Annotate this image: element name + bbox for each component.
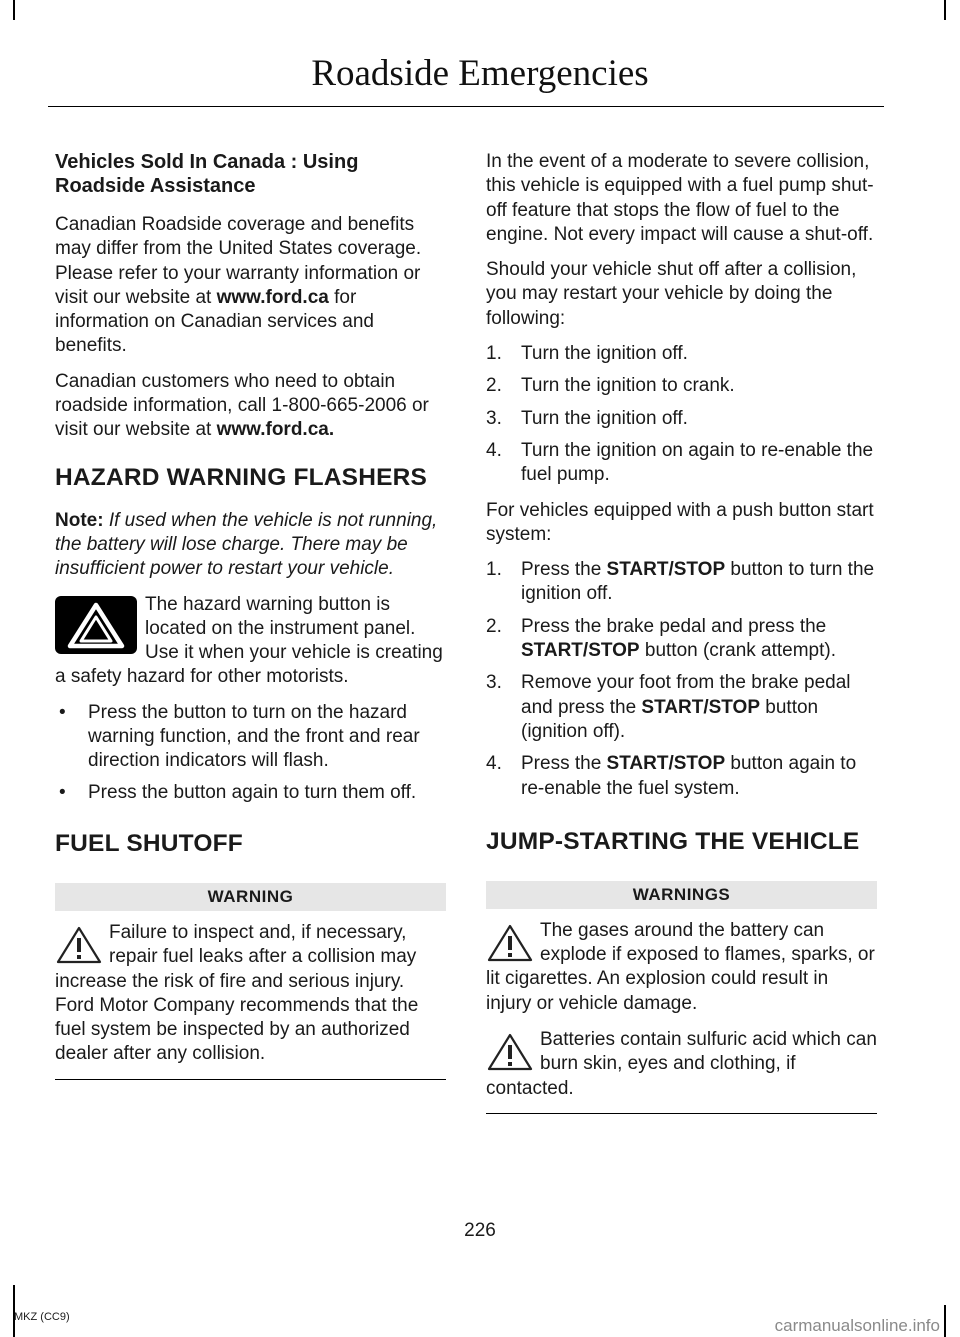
step-number: 3. xyxy=(486,407,502,429)
warning-end-rule xyxy=(486,1113,877,1114)
step-text-end: button to turn the ignition off. xyxy=(521,559,875,605)
step-number: 2. xyxy=(486,375,502,397)
list-item xyxy=(55,781,446,805)
model-code: MKZ (CC9) xyxy=(14,1311,70,1323)
fuel-warning-text: Failure to inspect and, if necessary, repair fuel leaks after a collision may increase the risk of fire and serious injury. Ford Motor Company recommends that the fuel system be inspected by an authorized dealer after any collision. xyxy=(55,921,419,1065)
list-item xyxy=(486,407,877,431)
left-column xyxy=(55,150,446,1080)
battery-gas-warning: The gases around the battery can explode if exposed to flames, sparks, or lit cigarettes. An explosion could result in injury or vehicle damage. xyxy=(486,919,875,1014)
list-item xyxy=(486,558,877,607)
warning-triangle-icon xyxy=(486,923,534,963)
ford-ca-link[interactable]: www.ford.ca xyxy=(216,286,329,308)
crop-mark-top-right xyxy=(944,0,946,20)
step-number: 1. xyxy=(486,343,502,365)
list-item xyxy=(486,374,877,398)
step-number: 1. xyxy=(486,559,502,581)
start-stop-label: START/STOP xyxy=(521,640,640,662)
list-item xyxy=(55,701,446,774)
page-header-title: Roadside Emergencies xyxy=(311,53,649,94)
hazard-note xyxy=(55,509,446,582)
step-text-end: button (ignition off). xyxy=(521,696,819,742)
list-item xyxy=(486,615,877,664)
bullet-icon: • xyxy=(59,701,66,723)
step-text: Turn the ignition on again to re-enable the fuel pump. xyxy=(521,439,874,486)
warning-triangle-icon xyxy=(486,1032,534,1072)
step-text: Turn the ignition off. xyxy=(521,343,688,365)
start-stop-label: START/STOP xyxy=(606,753,726,775)
ford-ca-link-2[interactable]: www.ford.ca. xyxy=(216,419,335,441)
warning-triangle-icon xyxy=(55,925,103,965)
header-rule xyxy=(48,106,884,107)
step-number: 3. xyxy=(486,672,502,694)
step-text: Turn the ignition to crank. xyxy=(521,375,735,397)
restart-steps xyxy=(486,342,877,487)
start-stop-label: START/STOP xyxy=(606,559,726,581)
restart-intro-paragraph: Should your vehicle shut off after a collision, you may restart your vehicle by doing the following: xyxy=(486,259,857,329)
list-item xyxy=(486,439,877,488)
step-text: Press the brake pedal and press the xyxy=(521,615,827,637)
step-text-end: button (crank attempt). xyxy=(639,640,837,662)
list-item xyxy=(486,342,877,366)
bullet-icon: • xyxy=(59,781,66,803)
step-text: Turn the ignition off. xyxy=(521,407,688,429)
fuel-shutoff-heading: FUEL SHUTOFF xyxy=(55,829,243,857)
collision-paragraph: In the event of a moderate to severe collision, this vehicle is equipped with a fuel pump shut-off feature that stops the flow of fuel to the engine. Not every impact will cause a shut-off. xyxy=(486,151,874,245)
watermark: carmanualsonline.info xyxy=(774,1316,940,1335)
hazard-paragraph: The hazard warning button is located on the instrument panel. Use it when your vehicle is creating a safety hazard for other motorists. xyxy=(55,593,443,688)
hazard-heading: HAZARD WARNING FLASHERS xyxy=(55,463,428,491)
bullet-text: Press the button again to turn them off. xyxy=(88,781,417,803)
bullet-text: Press the button to turn on the hazard warning function, and the front and rear direction indicators will flash. xyxy=(88,701,420,772)
canada-paragraph-1 xyxy=(55,213,446,359)
canada-p1-text-end: for information on Canadian services and benefits. xyxy=(55,286,374,357)
push-button-intro: For vehicles equipped with a push button start system: xyxy=(486,499,874,545)
list-item xyxy=(486,752,877,801)
note-text: If used when the vehicle is not running, the battery will lose charge. There may be insufficient power to restart your vehicle. xyxy=(55,509,438,580)
push-button-steps xyxy=(486,558,877,801)
jump-start-heading: JUMP-STARTING THE VEHICLE xyxy=(486,827,860,855)
right-column xyxy=(486,150,877,1114)
hazard-warning-icon xyxy=(55,596,137,654)
note-label: Note: xyxy=(55,509,104,531)
jump-warnings-block xyxy=(486,881,877,1114)
step-text: Press the xyxy=(521,753,607,775)
fuel-warning-block xyxy=(55,883,446,1080)
canada-p1-text: Canadian Roadside coverage and benefits may differ from the United States coverage. Please refer to your warranty information or visit our website at xyxy=(55,214,422,308)
warning-label: WARNING xyxy=(55,883,446,911)
step-number: 4. xyxy=(486,753,502,775)
start-stop-label: START/STOP xyxy=(641,696,761,718)
warning-end-rule xyxy=(55,1079,446,1080)
canada-paragraph-2 xyxy=(55,370,446,443)
canada-heading: Vehicles Sold In Canada : Using Roadside Assistance xyxy=(55,151,359,197)
battery-acid-warning: Batteries contain sulfuric acid which can burn skin, eyes and clothing, if contacted. xyxy=(486,1029,877,1099)
list-item xyxy=(486,671,877,744)
page-number: 226 xyxy=(464,1220,496,1241)
step-text-end: button again to re-enable the fuel system. xyxy=(521,753,857,799)
crop-mark-top-left xyxy=(13,0,15,20)
canada-p2-text: Canadian customers who need to obtain roadside information, call 1-800-665-2006 or visit our website at xyxy=(55,370,429,441)
hazard-bullet-list xyxy=(55,701,446,805)
step-number: 2. xyxy=(486,615,502,637)
step-number: 4. xyxy=(486,439,502,461)
crop-mark-bottom-right xyxy=(944,1305,946,1337)
step-text: Remove your foot from the brake pedal and press the xyxy=(521,672,851,718)
step-text: Press the xyxy=(521,559,607,581)
warnings-label: WARNINGS xyxy=(486,881,877,909)
